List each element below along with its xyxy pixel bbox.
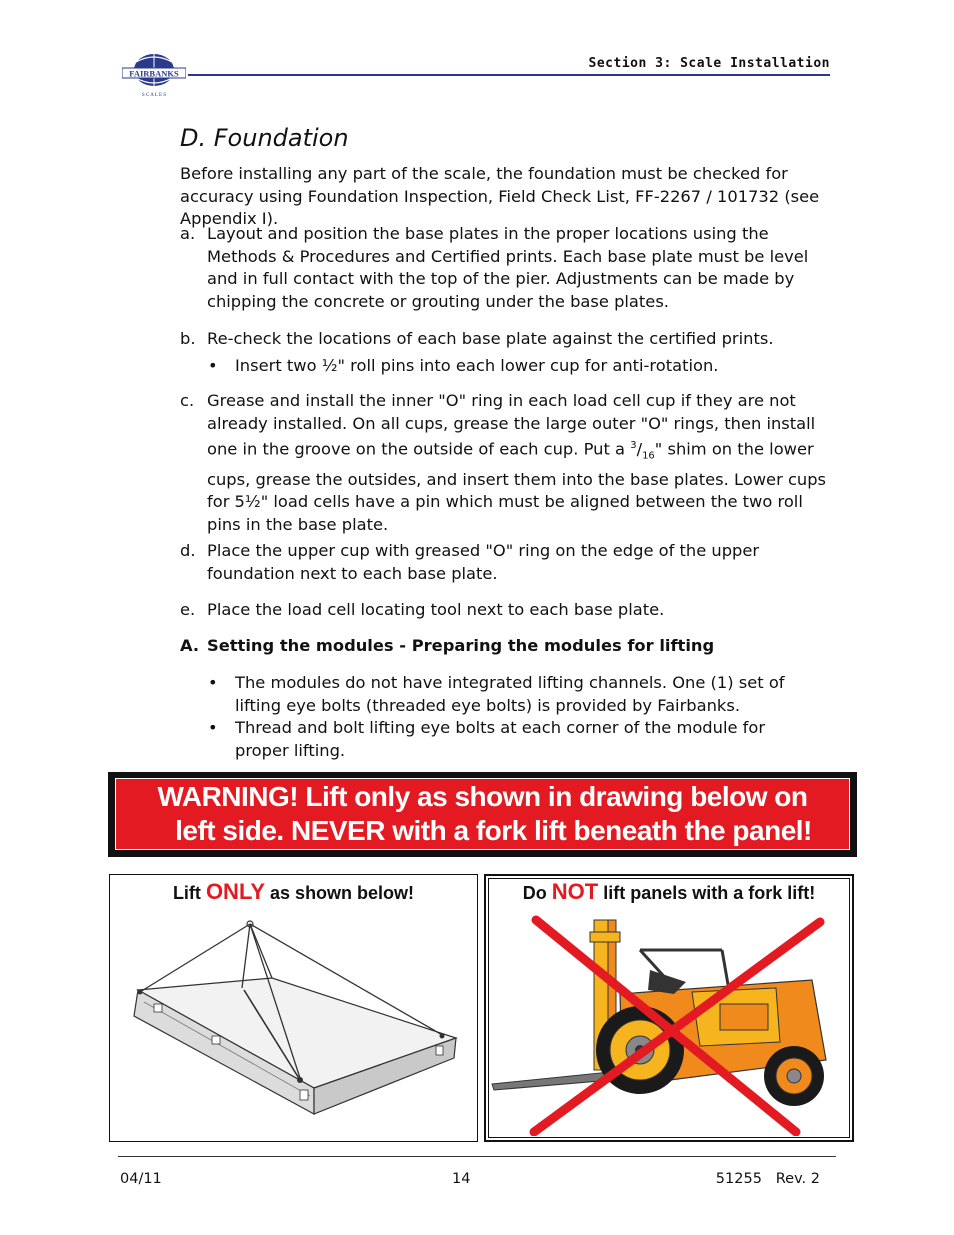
forklift-illustration	[490, 910, 846, 1136]
list-text: Place the load cell locating tool next to each base plate.	[207, 600, 665, 619]
svg-text:S C A L E S: S C A L E S	[141, 93, 167, 98]
warning-text	[115, 780, 850, 848]
module-lifting-illustration	[124, 918, 464, 1138]
bullet-item	[208, 717, 788, 762]
fairbanks-logo	[122, 48, 186, 100]
lift-incorrect-caption: Do NOT lift panels with a fork lift!	[522, 879, 816, 904]
warning-line-1: WARNING! Lift only as shown in drawing below on	[157, 781, 808, 812]
list-letter: a.	[180, 224, 196, 243]
list-letter: e.	[180, 600, 196, 619]
page-heading: D. Foundation	[180, 124, 349, 152]
list-item-e	[180, 599, 840, 622]
list-text: Grease and install the inner "O" ring in each load cell cup if they are not already installed. On all cups, grease the large outer "O" rings, then install one in the groove on the outside of each cup. Put a $^3/_{16}$" shim on the lower cups, grease the outsides, and insert them into the base plates. Lower cups for 5½" load cells have a pin which must be aligned between the two roll pins in the base plate.	[207, 391, 827, 535]
bullet-text: Thread and bolt lifting eye bolts at each corner of the module for proper lifting.	[235, 718, 766, 760]
list-item-a	[180, 223, 840, 314]
list-letter: d.	[180, 541, 196, 560]
bullet-dot: •	[208, 718, 218, 737]
section-title: Section 3: Scale Installation	[588, 56, 830, 71]
header-rule	[188, 74, 830, 76]
list-text: Place the upper cup with greased "O" ring on the edge of the upper foundation next to each base plate.	[207, 541, 760, 583]
list-item-d	[180, 540, 840, 585]
list-letter: c.	[180, 391, 195, 410]
footer-date: 04/11	[120, 1171, 162, 1187]
subheading-text: Setting the modules - Preparing the modules for lifting	[207, 636, 715, 655]
bullet-dot: •	[208, 673, 218, 692]
bullet-item	[208, 672, 788, 717]
bullet-dot: •	[208, 356, 218, 375]
bullet-text: The modules do not have integrated lifting channels. One (1) set of lifting eye bolts (threaded eye bolts) is provided by Fairbanks.	[235, 673, 785, 715]
list-item-c	[180, 390, 840, 537]
lift-correct-caption: Lift ONLY as shown below!	[172, 879, 415, 904]
footer-document-number: 51255 Rev. 2	[715, 1171, 820, 1187]
list-letter: b.	[180, 329, 196, 348]
list-item-b-bullet	[208, 355, 828, 378]
list-item-b	[180, 328, 840, 351]
subheading-letter: A.	[180, 636, 200, 655]
subheading	[180, 635, 840, 658]
footer-rule	[118, 1156, 836, 1157]
bullet-text: Insert two ½" roll pins into each lower cup for anti-rotation.	[235, 356, 719, 375]
svg-text:FAIRBANKS: FAIRBANKS	[129, 68, 179, 79]
intro-paragraph: Before installing any part of the scale, the foundation must be checked for accuracy using Foundation Inspection, Field Check List, FF-2267 / 101732 (see Appendix I).	[180, 164, 820, 229]
warning-line-2: left side. NEVER with a fork lift beneath the panel!	[175, 815, 812, 846]
list-text: Layout and position the base plates in the proper locations using the Methods & Procedures and Certified prints. Each base plate must be level and in full contact with the top of the pier. Adjustments can be made by chipping the concrete or grouting under the base plates.	[207, 224, 809, 312]
list-text: Re-check the locations of each base plate against the certified prints.	[207, 329, 774, 348]
footer-page-number: 14	[452, 1171, 471, 1187]
